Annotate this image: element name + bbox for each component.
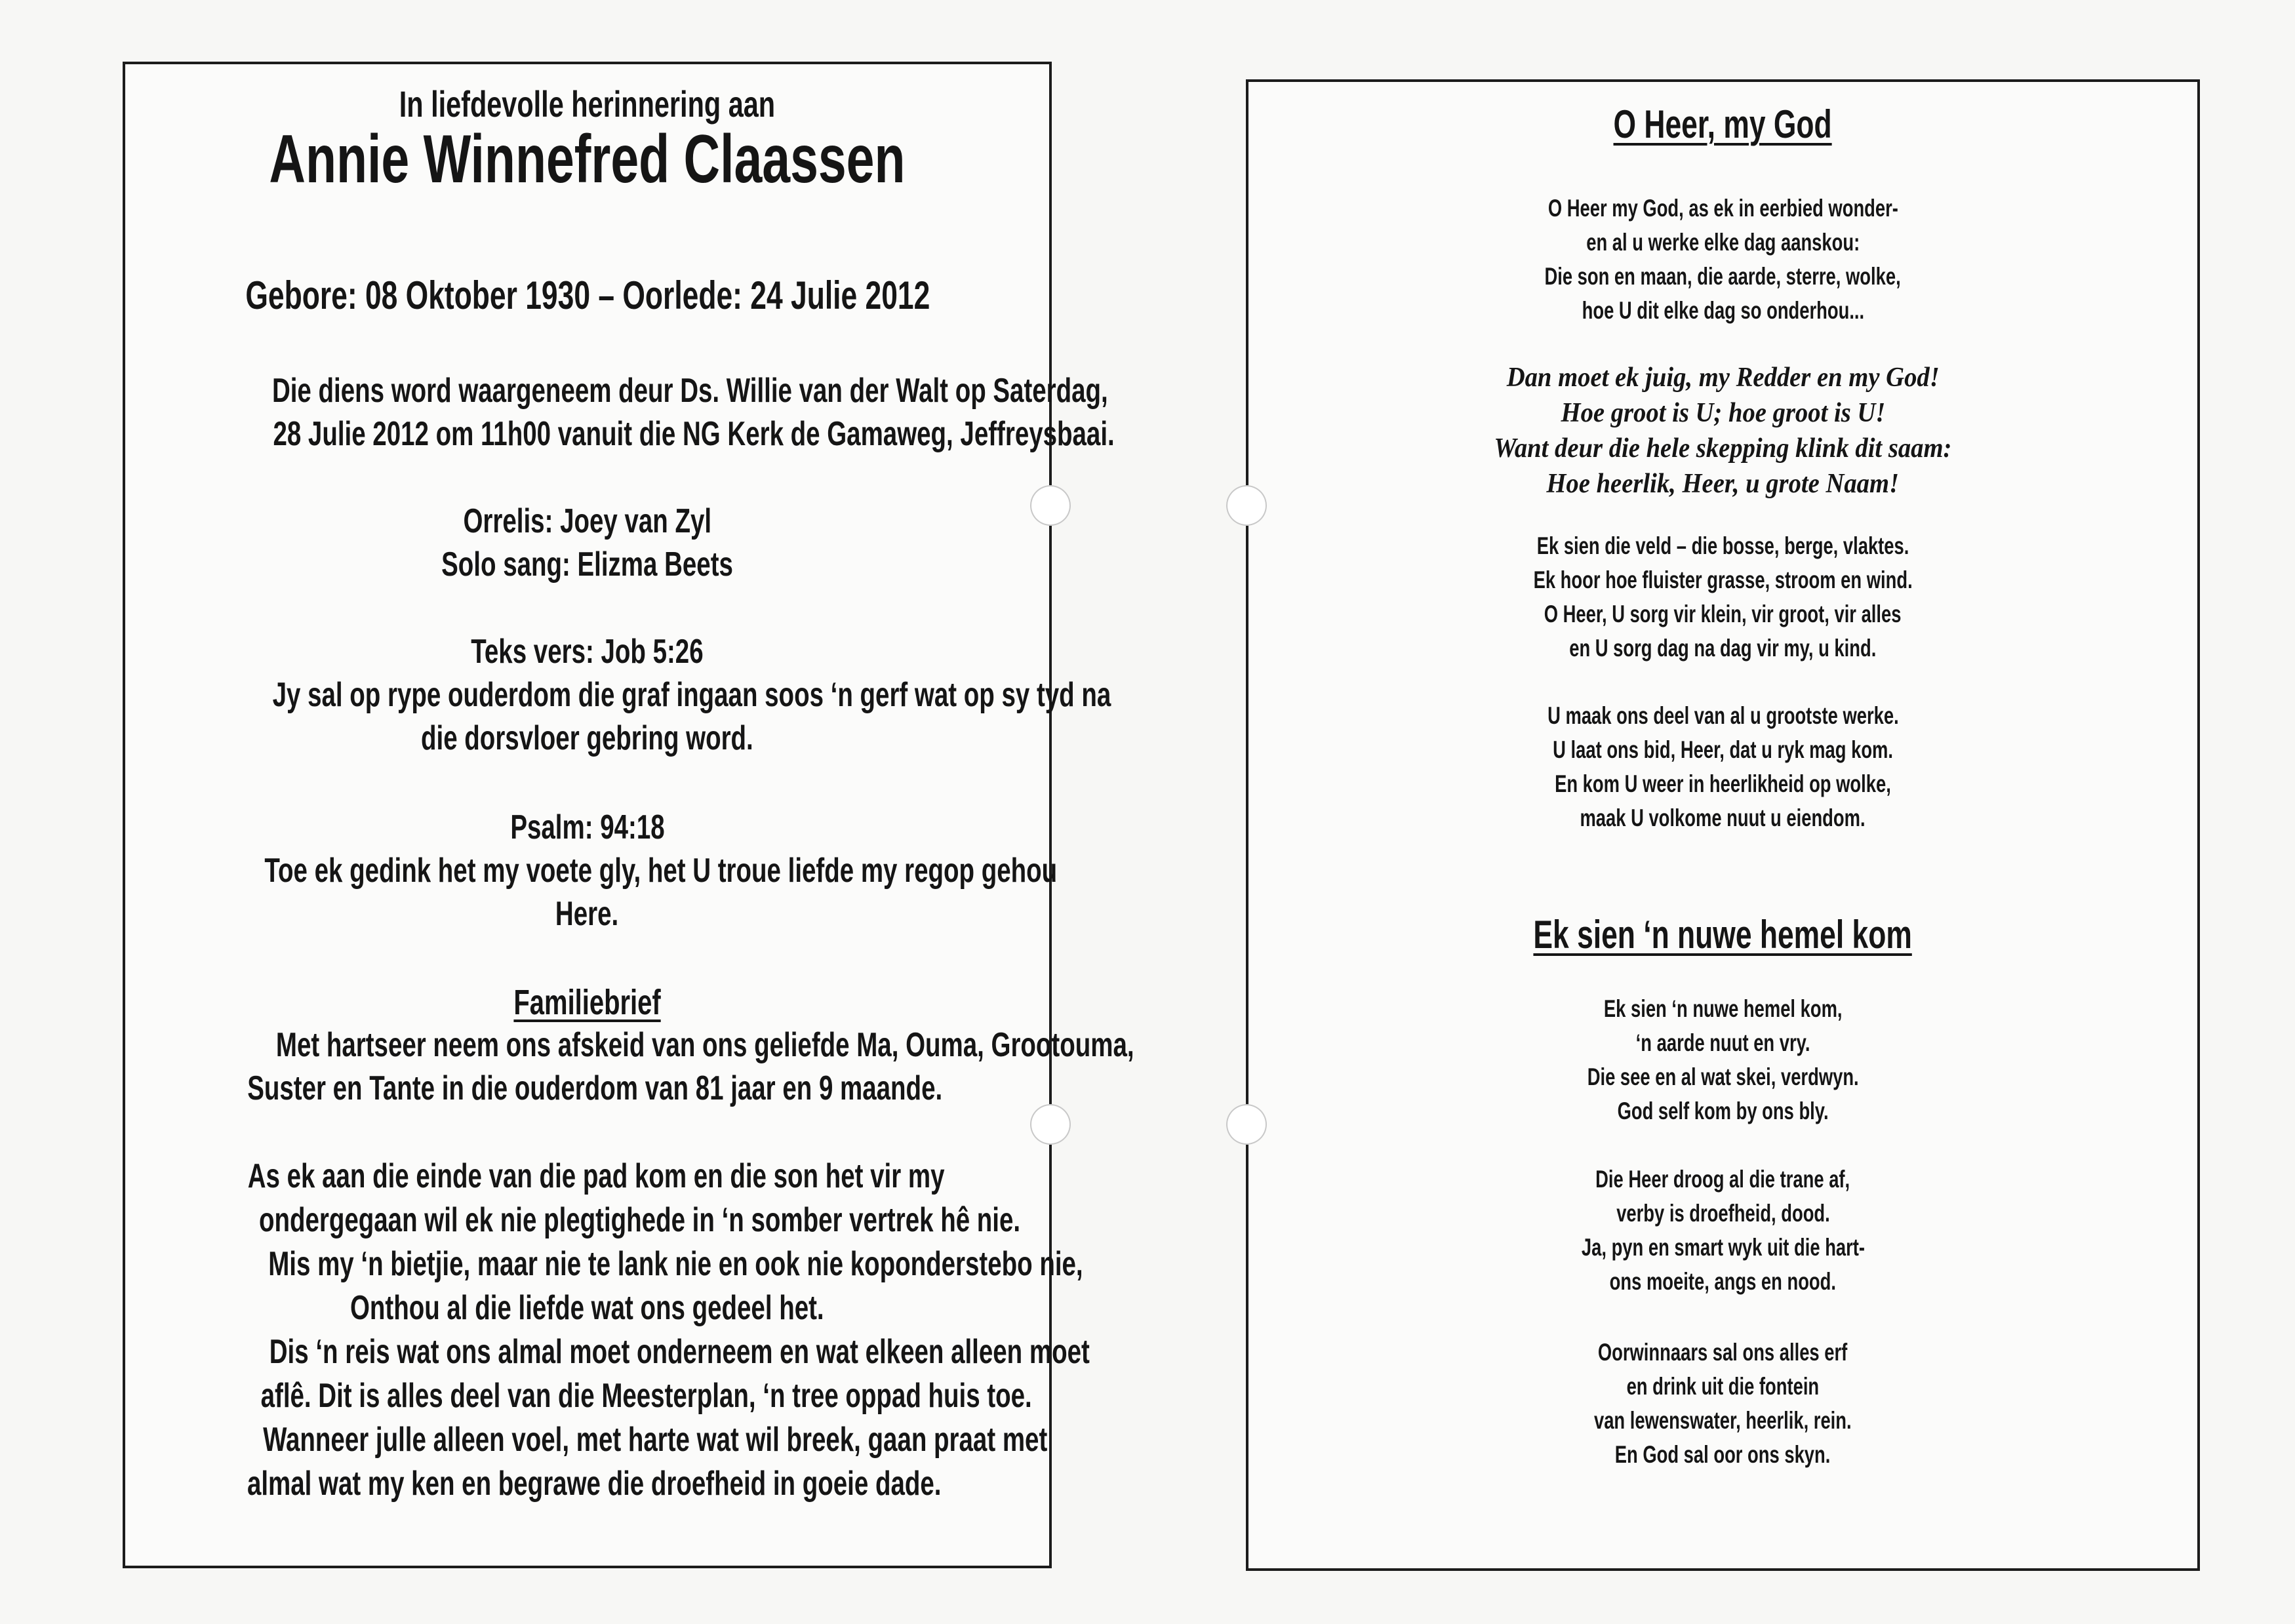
psalm-line-1: Toe ek gedink het my voete gly, het U troue liefde my regop gehou bbox=[264, 852, 1058, 890]
hymn-1-chorus-line-4: Hoe heerlik, Heer, u grote Naam! bbox=[1546, 469, 1900, 499]
hymn-1-verse-2-line-4: en U sorg dag na dag vir my, u kind. bbox=[1569, 635, 1877, 662]
hymn-2-title: Ek sien ‘n nuwe hemel kom bbox=[1533, 913, 1913, 957]
poem-line-7: Wanneer julle alleen voel, met harte wat wil breek, gaan praat met bbox=[263, 1421, 1048, 1459]
hymn-1-chorus-line-3: Want deur die hele skepping klink dit saam: bbox=[1494, 433, 1952, 464]
hymn-1-verse-1-line-1: O Heer my God, as ek in eerbied wonder- bbox=[1547, 195, 1898, 222]
hymn-1-verse-3-line-2: U laat ons bid, Heer, dat u ryk mag kom. bbox=[1553, 736, 1893, 763]
birth-death-dates: Gebore: 08 Oktober 1930 – Oorlede: 24 Julie 2012 bbox=[245, 273, 930, 317]
hymn-1-chorus-line-2: Hoe groot is U; hoe groot is U! bbox=[1561, 398, 1885, 428]
hymn-1-verse-1-line-4: hoe U dit elke dag so onderhou... bbox=[1582, 297, 1864, 324]
hymn-1-chorus-line-1: Dan moet ek juig, my Redder en my God! bbox=[1506, 363, 1940, 393]
poem-line-1: As ek aan die einde van die pad kom en die son het vir my bbox=[247, 1157, 945, 1195]
punch-hole-right-bottom bbox=[1226, 1104, 1267, 1145]
hymn-2-verse-1-line-2: ‘n aarde nuut en vry. bbox=[1635, 1029, 1810, 1056]
service-line-2: 28 Julie 2012 om 11h00 vanuit die NG Kerk de Gamaweg, Jeffreysbaai. bbox=[273, 415, 1115, 453]
scripture-line-2: die dorsvloer gebring word. bbox=[421, 719, 753, 757]
punch-hole-left-bottom bbox=[1030, 1104, 1071, 1145]
hymn-2-verse-2-line-1: Die Heer droog al die trane af, bbox=[1595, 1166, 1850, 1193]
psalm-reference: Psalm: 94:18 bbox=[509, 808, 665, 846]
hymn-1-verse-3-line-3: En kom U weer in heerlikheid op wolke, bbox=[1555, 770, 1891, 797]
hymn-1-verse-2-line-3: O Heer, U sorg vir klein, vir groot, vir alles bbox=[1544, 601, 1902, 627]
hymn-2-verse-2-line-2: verby is droefheid, dood. bbox=[1616, 1200, 1830, 1227]
hymn-page-right bbox=[1246, 79, 2200, 1571]
family-letter-line-1: Met hartseer neem ons afskeid van ons geliefde Ma, Ouma, Grootouma, bbox=[275, 1026, 1134, 1064]
hymn-1-verse-1-line-2: en al u werke elke dag aanskou: bbox=[1586, 229, 1860, 256]
poem-line-2: ondergegaan wil ek nie plegtighede in ‘n somber vertrek hê nie. bbox=[258, 1201, 1021, 1239]
family-letter-heading: Familiebrief bbox=[513, 983, 661, 1022]
hymn-2-verse-3-line-2: en drink uit die fontein bbox=[1626, 1373, 1820, 1400]
hymn-2-verse-3-line-3: van lewenswater, heerlik, rein. bbox=[1594, 1407, 1852, 1434]
hymn-1-title: O Heer, my God bbox=[1613, 102, 1833, 146]
punch-hole-left-top bbox=[1030, 485, 1071, 526]
hymn-2-verse-3-line-1: Oorwinnaars sal ons alles erf bbox=[1598, 1339, 1848, 1366]
hymn-1-verse-3-line-1: U maak ons deel van al u grootste werke. bbox=[1547, 702, 1899, 729]
psalm-line-2: Here. bbox=[555, 895, 619, 933]
hymn-1-verse-2-line-2: Ek hoor hoe fluister grasse, stroom en wind. bbox=[1533, 566, 1913, 593]
scripture-line-1: Jy sal op rype ouderdom die graf ingaan soos ‘n gerf wat op sy tyd na bbox=[272, 676, 1111, 714]
hymn-2-verse-2-line-3: Ja, pyn en smart wyk uit die hart- bbox=[1581, 1234, 1865, 1261]
poem-line-4: Onthou al die liefde wat ons gedeel het. bbox=[350, 1289, 824, 1327]
poem-line-3: Mis my ‘n bietjie, maar nie te lank nie en ook nie koponderstebo nie, bbox=[268, 1245, 1083, 1283]
hymn-2-verse-1-line-3: Die see en al wat skei, verdwyn. bbox=[1587, 1063, 1859, 1090]
poem-line-6: aflê. Dit is alles deel van die Meesterplan, ‘n tree oppad huis toe. bbox=[260, 1377, 1032, 1415]
solo-singer-line: Solo sang: Elizma Beets bbox=[441, 545, 733, 584]
memorial-page-left bbox=[123, 62, 1134, 1568]
punch-hole-right-top bbox=[1226, 485, 1267, 526]
intro-line: In liefdevolle herinnering aan bbox=[399, 83, 776, 125]
scripture-reference: Teks vers: Job 5:26 bbox=[471, 633, 704, 671]
hymn-1-verse-3-line-4: maak U volkome nuut u eiendom. bbox=[1580, 804, 1866, 831]
poem-line-5: Dis ‘n reis wat ons almal moet onderneem en wat elkeen alleen moet bbox=[269, 1333, 1090, 1371]
service-line-1: Die diens word waargeneem deur Ds. Willie van der Walt op Saterdag, bbox=[271, 372, 1108, 410]
hymn-1-verse-2-line-1: Ek sien die veld – die bosse, berge, vlaktes. bbox=[1536, 532, 1909, 559]
hymn-2-verse-2-line-4: ons moeite, angs en nood. bbox=[1609, 1268, 1837, 1295]
poem-line-8: almal wat my ken en begrawe die droefheid in goeie dade. bbox=[247, 1465, 942, 1503]
family-letter-line-2: Suster en Tante in die ouderdom van 81 jaar en 9 maande. bbox=[247, 1069, 943, 1107]
hymn-1-verse-1-line-3: Die son en maan, die aarde, sterre, wolke, bbox=[1544, 263, 1902, 290]
hymn-2-verse-1-line-1: Ek sien ‘n nuwe hemel kom, bbox=[1603, 995, 1843, 1022]
organist-line: Orrelis: Joey van Zyl bbox=[463, 502, 711, 540]
hymn-2-verse-3-line-4: En God sal oor ons skyn. bbox=[1615, 1441, 1831, 1468]
hymn-2-verse-1-line-4: God self kom by ons bly. bbox=[1617, 1098, 1829, 1124]
deceased-name: Annie Winnefred Claassen bbox=[269, 121, 906, 197]
